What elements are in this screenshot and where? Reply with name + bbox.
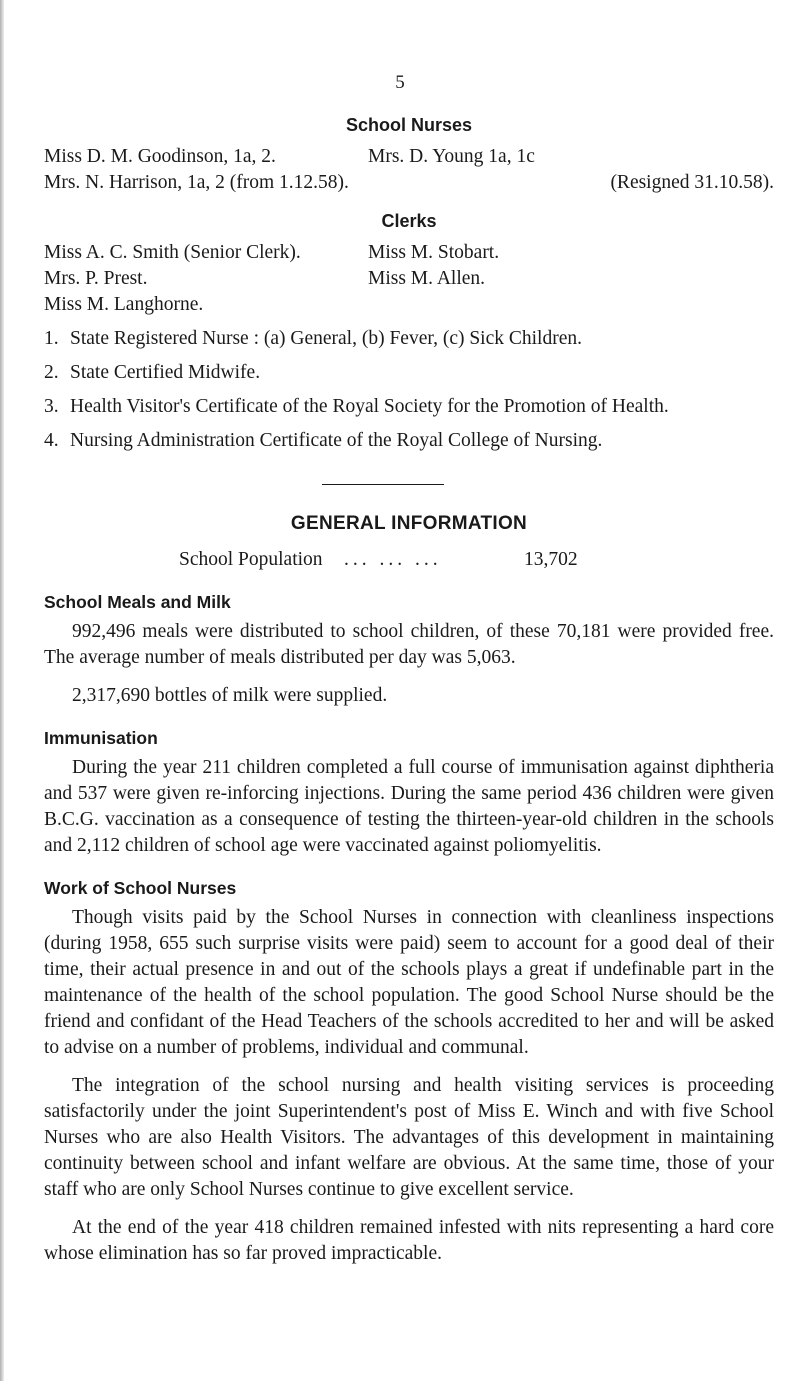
paragraph: At the end of the year 418 children remained infested with nits representing a hard core whose elimination has so far proved impracticable. xyxy=(44,1217,774,1264)
section-title-school-meals: School Meals and Milk xyxy=(44,592,231,612)
note-item xyxy=(44,428,774,454)
clerks-heading: Clerks xyxy=(381,211,437,231)
page-edge-shadow xyxy=(0,0,4,1381)
clerk-entry: Miss M. Stobart. xyxy=(368,242,500,263)
nurse-entry: Miss D. M. Goodinson, 1a, 2. xyxy=(44,146,276,167)
nurse-resigned-note: (Resigned 31.10.58). xyxy=(610,172,774,193)
clerk-row xyxy=(44,266,774,292)
clerk-entry: Mrs. P. Prest. xyxy=(44,268,148,289)
clerk-entry: Miss M. Allen. xyxy=(368,268,486,289)
nurse-entry: Mrs. D. Young 1a, 1c xyxy=(368,146,535,167)
nurse-row xyxy=(44,170,774,196)
page-number: 5 xyxy=(395,72,405,93)
section-title-work-of-school-nurses: Work of School Nurses xyxy=(44,878,237,898)
paragraph: The integration of the school nursing and health visiting services is proceeding satisfactorily under the joint Superintendent's post of Miss E. Winch and with five School Nurses who are also Health Visitors. The advantages of this development in maintaining continuity between school and infant welfare are obvious. At the same time, those of your staff who are only School Nurses continue to give excellent service. xyxy=(44,1075,774,1200)
general-information-title: GENERAL INFORMATION xyxy=(290,513,528,534)
note-text: Health Visitor's Certificate of the Royal Society for the Promotion of Health. xyxy=(70,396,669,417)
nurse-row xyxy=(44,144,774,170)
paragraph: 992,496 meals were distributed to school children, of these 70,181 were provided free. The average number of meals distributed per day was 5,063. xyxy=(44,621,774,668)
clerks-list xyxy=(44,240,774,318)
section-divider xyxy=(322,484,444,485)
note-number: 3. xyxy=(44,396,59,417)
clerk-entry: Miss A. C. Smith (Senior Clerk). xyxy=(44,242,301,263)
note-number: 4. xyxy=(44,430,59,451)
paragraph: During the year 211 children completed a full course of immunisation against diphtheria and 537 were given re-inforcing injections. During the same period 436 children were given B.C.G. vaccination as a consequence of testing the thirteen-year-old children in the schools and 2,112 children of school age were vaccinated against poliomyelitis. xyxy=(44,757,774,856)
note-text: State Certified Midwife. xyxy=(70,362,261,383)
note-number: 2. xyxy=(44,362,59,383)
note-item xyxy=(44,360,774,386)
note-number: 1. xyxy=(44,328,59,349)
note-item xyxy=(44,394,774,420)
clerk-entry xyxy=(368,292,774,318)
nurse-entry: Mrs. N. Harrison, 1a, 2 (from 1.12.58). xyxy=(44,172,349,193)
paragraph: Though visits paid by the School Nurses in connection with cleanliness inspections (during 1958, 655 such surprise visits were paid) seem to account for a good deal of their time, their actual presence in and out of the schools plays a great if undefinable part in the maintenance of the health of the school population. The good School Nurse should be the friend and confidant of the Head Teachers of the schools accredited to her and will be asked to advise on a number of problems, individual and communal. xyxy=(44,907,774,1058)
school-population-line xyxy=(44,547,774,573)
note-text: Nursing Administration Certificate of the Royal College of Nursing. xyxy=(70,430,603,451)
school-nurses-list xyxy=(44,144,774,196)
note-text: State Registered Nurse : (a) General, (b) Fever, (c) Sick Children. xyxy=(70,328,582,349)
school-nurses-heading: School Nurses xyxy=(345,115,473,135)
qualification-notes xyxy=(44,326,774,454)
note-item xyxy=(44,326,774,352)
clerk-entry: Miss M. Langhorne. xyxy=(44,294,204,315)
clerk-row xyxy=(44,292,774,318)
document-page xyxy=(44,112,774,1267)
school-population-label: School Population xyxy=(179,549,323,570)
paragraph: 2,317,690 bottles of milk were supplied. xyxy=(72,685,388,706)
leader-dots: ... ... ... xyxy=(344,549,442,570)
clerk-row xyxy=(44,240,774,266)
school-population-value: 13,702 xyxy=(524,549,578,570)
section-title-immunisation: Immunisation xyxy=(44,728,158,748)
